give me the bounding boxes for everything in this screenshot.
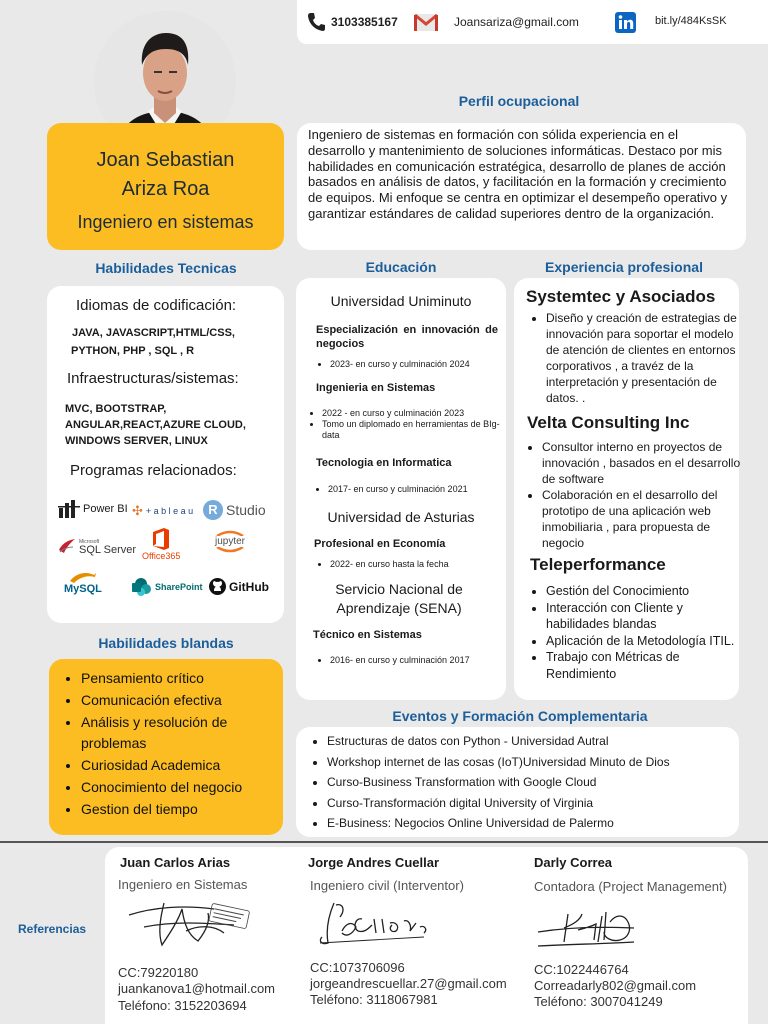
ref2-name: Jorge Andres Cuellar bbox=[308, 855, 440, 870]
ref1-email[interactable]: juankanova1@hotmail.com bbox=[118, 981, 276, 996]
sharepoint-text: SharePoint bbox=[155, 582, 203, 592]
referencias-label: Referencias bbox=[18, 922, 87, 936]
sqlserver-logo bbox=[58, 538, 136, 554]
powerbi-text: Power BI bbox=[83, 503, 128, 515]
list-item: • Análisis y resolución de problemas bbox=[81, 712, 273, 756]
deg3-dates bbox=[312, 484, 518, 494]
ref1-name: Juan Carlos Arias bbox=[120, 855, 231, 870]
jupyter-text: jupyter bbox=[215, 536, 246, 547]
infra-label: Infraestructuras/sistemas: bbox=[67, 370, 239, 387]
mysql-text: MySQL bbox=[64, 583, 102, 595]
ref2-email[interactable]: jorgeandrescuellar.27@gmail.com bbox=[310, 976, 507, 991]
office-icon bbox=[151, 528, 171, 550]
eventos-card bbox=[296, 727, 739, 837]
list-item: • Comunicación efectiva bbox=[81, 690, 273, 712]
list-item: • Gestión del Conocimiento bbox=[546, 583, 742, 600]
deg1-dates bbox=[314, 359, 516, 369]
list-item: • Conocimiento del negocio bbox=[81, 777, 273, 799]
experiencia-heading: Experiencia profesional bbox=[545, 259, 703, 275]
rstudio-icon: R bbox=[203, 500, 223, 520]
github-icon bbox=[209, 578, 226, 595]
ref3-phone: Teléfono: 3007041249 bbox=[534, 994, 663, 1009]
deg3-date: • 2017- en curso y culminación 2021 bbox=[328, 484, 518, 494]
uni3-name: Servicio Nacional de Aprendizaje (SENA) bbox=[335, 581, 463, 616]
sharepoint-icon bbox=[132, 578, 152, 596]
list-item: • Pensamiento crítico bbox=[81, 668, 273, 690]
deg4-date: • 2022- en curso hasta la fecha bbox=[330, 559, 516, 569]
perfil-heading: Perfil ocupacional bbox=[458, 93, 580, 109]
tableau-icon: ✣ bbox=[132, 503, 143, 518]
infra-line2: ANGULAR,REACT,AZURE CLOUD, bbox=[65, 419, 246, 431]
ref2-phone: Teléfono: 3118067981 bbox=[310, 992, 438, 1007]
tableau-text: + a b l e a u bbox=[145, 506, 194, 516]
blandas-card bbox=[49, 659, 283, 835]
co1-name: Systemtec y Asociados bbox=[526, 287, 716, 306]
profile-name-line2: Ariza Roa bbox=[121, 178, 210, 200]
programas-label: Programas relacionados: bbox=[70, 462, 237, 479]
sqlserver-small-text: Microsoft bbox=[79, 539, 100, 545]
rstudio-logo bbox=[203, 500, 266, 520]
ref3-email[interactable]: Correadarly802@gmail.com bbox=[534, 978, 697, 993]
list-item: • Colaboración en el desarrollo del prototipo de una aplicación web inmobiliaria , para propuesta de negocio bbox=[542, 487, 748, 551]
list-item: • Consultor interno en proyectos de innovación , basados en el desarrollo de software bbox=[542, 439, 748, 487]
mysql-logo bbox=[64, 571, 102, 595]
list-item: • Curso-Business Transformation with Google Cloud bbox=[327, 772, 731, 793]
co3-name: Teleperformance bbox=[530, 555, 666, 574]
deg2-title: Ingenieria en Sistemas bbox=[316, 382, 436, 394]
jupyter-arc-bottom-icon bbox=[215, 547, 245, 553]
co2-list bbox=[526, 439, 748, 551]
ref3-name: Darly Correa bbox=[534, 855, 613, 870]
ref2-signature-icon bbox=[312, 897, 430, 952]
educacion-heading: Educación bbox=[365, 259, 437, 275]
tableau-logo bbox=[132, 503, 193, 519]
ref2-role: Ingeniero civil (Interventor) bbox=[310, 878, 464, 893]
list-item: • E-Business: Negocios Online Universidad de Palermo bbox=[327, 813, 731, 834]
rstudio-text: Studio bbox=[226, 502, 266, 518]
tecnicas-heading: Habilidades Tecnicas bbox=[95, 260, 237, 276]
deg3-title: Tecnologia en Informatica bbox=[316, 457, 452, 469]
profile-name-line1: Joan Sebastian bbox=[96, 149, 235, 171]
list-item: • Aplicación de la Metodología ITIL. bbox=[546, 633, 742, 650]
sqlserver-text: SQL Server bbox=[79, 544, 137, 556]
linkedin-icon bbox=[615, 12, 636, 33]
deg4-dates bbox=[314, 559, 516, 569]
jupyter-logo bbox=[215, 530, 245, 553]
powerbi-logo bbox=[58, 500, 128, 518]
uni2-name: Universidad de Asturias bbox=[327, 509, 475, 525]
list-item: • Gestion del tiempo bbox=[81, 799, 273, 821]
powerbi-icon bbox=[58, 500, 80, 518]
deg5-title: Técnico en Sistemas bbox=[313, 629, 422, 641]
phone-link[interactable]: 3103385167 bbox=[331, 15, 398, 29]
deg5-date: • 2016- en curso y culminación 2017 bbox=[330, 655, 516, 665]
deg5-dates bbox=[314, 655, 516, 665]
sqlserver-icon bbox=[58, 538, 76, 554]
list-item: • Diseño y creación de estrategias de innovación para soportar el modelo de atención de clientes en entornos corporativos , a travéz de la interpretación y presentación de datos. . bbox=[546, 310, 746, 406]
ref3-role: Contadora (Project Management) bbox=[534, 879, 727, 894]
ref1-phone: Teléfono: 3152203694 bbox=[118, 998, 247, 1013]
perfil-text: Ingeniero de sistemas en formación con sólida experiencia en el desarrollo y mantenimiento de soluciones informáticas. Destaco por mis habilidades en comunicación estratégica, desarrollo de planes de acción basados en análisis de datos, y facilitación en la formación y crecimiento de equipos. Mi enfoque se centra en optimizar el desempeño operativo y garantizar estándares de calidad superiores dentro de la organización. bbox=[308, 127, 728, 221]
phone-icon bbox=[307, 12, 325, 32]
co2-name: Velta Consulting Inc bbox=[527, 413, 690, 432]
co1-list bbox=[530, 310, 746, 406]
infra-line3: WINDOWS SERVER, LINUX bbox=[65, 435, 208, 447]
referencias-divider bbox=[0, 841, 768, 843]
deg2-dates bbox=[306, 408, 512, 441]
list-item: • Interacción con Cliente y habilidades blandas bbox=[546, 600, 742, 633]
profile-title: Ingeniero en sistemas bbox=[77, 212, 254, 232]
deg2-note: • Tomo un diplomado en herramientas de BIg-data bbox=[322, 419, 512, 441]
idiomas-line2: PYTHON, PHP , SQL , R bbox=[71, 345, 195, 357]
list-item: • Trabajo con Métricas de Rendimiento bbox=[546, 649, 742, 682]
perfil-card bbox=[297, 123, 746, 250]
office365-text: Office365 bbox=[142, 551, 181, 561]
ref1-signature-icon bbox=[124, 895, 254, 953]
list-item: • Curso-Transformación digital University of Virginia bbox=[327, 793, 731, 814]
ref2-cc: CC:1073706096 bbox=[310, 960, 405, 975]
blandas-list bbox=[62, 668, 273, 821]
github-logo bbox=[209, 578, 269, 595]
deg1-title: Especialización en innovación de negocios bbox=[316, 324, 498, 350]
deg1-date: • 2023- en curso y culminación 2024 bbox=[330, 359, 516, 369]
profile-link[interactable]: bit.ly/484KsSK bbox=[655, 15, 727, 27]
idiomas-label: Idiomas de codificación: bbox=[76, 297, 237, 314]
deg4-title: Profesional en Economía bbox=[314, 538, 446, 550]
infra-line1: MVC, BOOTSTRAP, bbox=[65, 403, 167, 415]
ref3-cc: CC:1022446764 bbox=[534, 962, 629, 977]
eventos-list bbox=[309, 731, 731, 834]
blandas-heading: Habilidades blandas bbox=[98, 635, 234, 651]
email-link[interactable]: Joansariza@gmail.com bbox=[454, 15, 579, 29]
ref1-role: Ingeniero en Sistemas bbox=[118, 877, 248, 892]
list-item: • Workshop internet de las cosas (IoT)Universidad Minuto de Dios bbox=[327, 752, 731, 773]
list-item: • Estructuras de datos con Python - Universidad Autral bbox=[327, 731, 731, 752]
ref3-signature-icon bbox=[534, 900, 644, 955]
ref1-cc: CC:79220180 bbox=[118, 965, 199, 980]
eventos-heading: Eventos y Formación Complementaria bbox=[392, 708, 648, 724]
sharepoint-logo bbox=[132, 578, 203, 596]
uni1-name: Universidad Uniminuto bbox=[330, 293, 472, 309]
mysql-dolphin-icon bbox=[68, 571, 98, 583]
mail-icon bbox=[414, 14, 438, 31]
github-text: GitHub bbox=[229, 579, 269, 594]
office365-logo bbox=[142, 528, 180, 561]
list-item: • Curiosidad Academica bbox=[81, 755, 273, 777]
idiomas-line1: JAVA, JAVASCRIPT,HTML/CSS, bbox=[72, 327, 235, 339]
co3-list bbox=[530, 583, 742, 682]
deg2-date: • 2022 - en curso y culminación 2023 bbox=[322, 408, 512, 419]
